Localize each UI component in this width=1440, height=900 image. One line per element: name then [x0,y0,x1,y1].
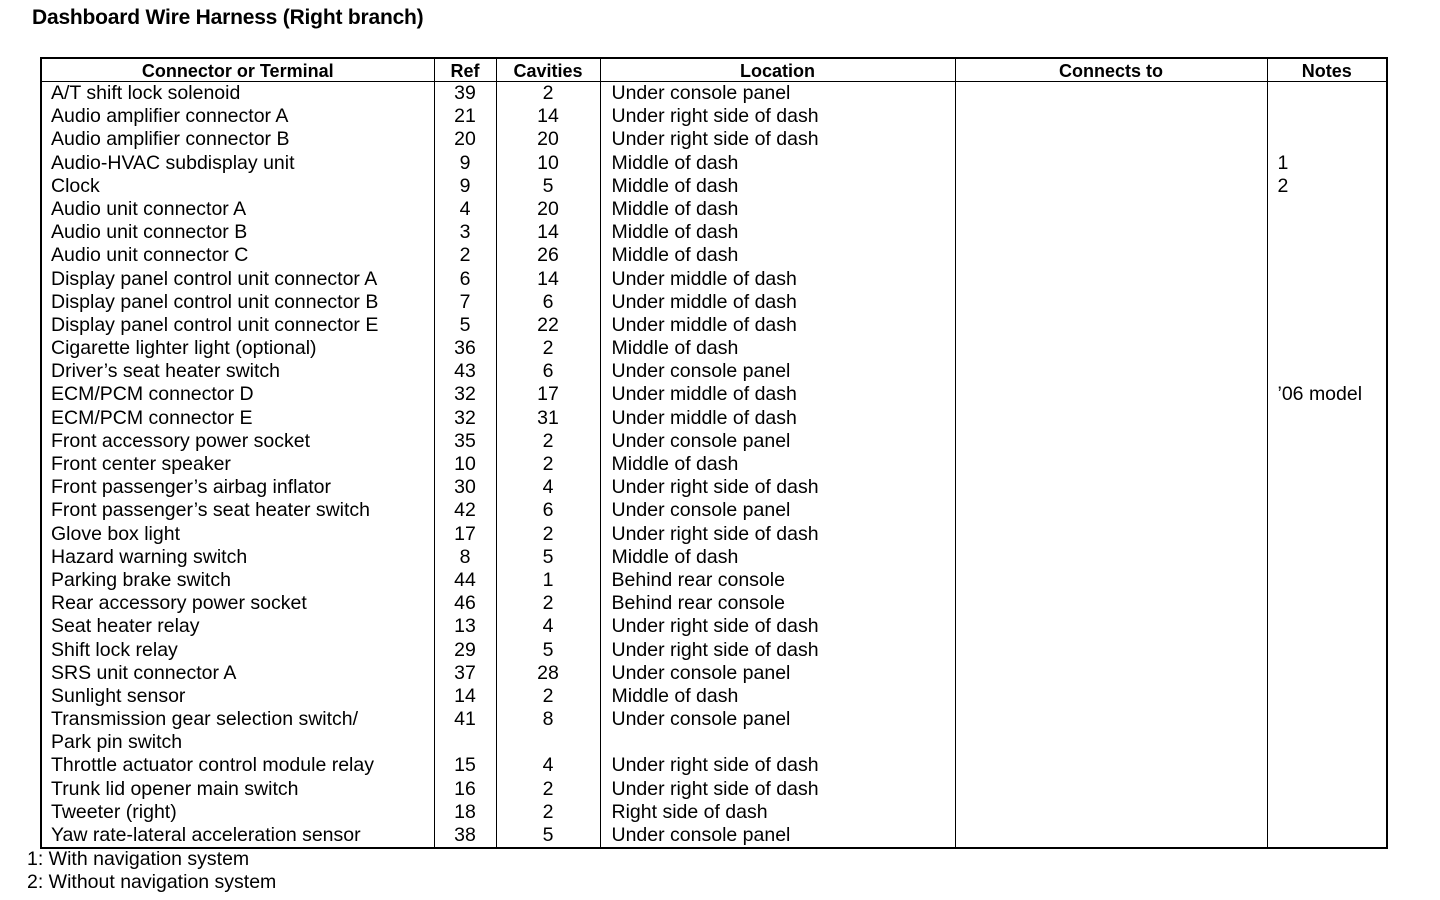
table-row [41,244,1387,267]
cell-cavities: 4 [496,615,600,638]
cell-ref: 41 [434,708,496,731]
cell-location: Under middle of dash [600,407,955,430]
cell-connector: Glove box light [51,522,180,545]
cell-location: Middle of dash [600,198,955,221]
cell-ref: 20 [434,128,496,151]
cell-location: Behind rear console [600,592,955,615]
cell-connects-to [955,407,1267,430]
cell-notes [1267,221,1387,244]
cell-notes [1267,639,1387,662]
cell-connects-to [955,198,1267,221]
footnote-2: 2: Without navigation system [27,871,277,893]
cell-notes [1267,476,1387,499]
table-row [41,639,1387,662]
cell-notes [1267,685,1387,708]
table-row [41,82,1387,106]
table-row [41,383,1387,406]
cell-ref: 18 [434,801,496,824]
cell-location: Under console panel [600,708,955,731]
header-connector: Connector or Terminal [41,58,434,82]
cell-location: Middle of dash [600,337,955,360]
cell-ref: 32 [434,407,496,430]
table-row [41,128,1387,151]
cell-connects-to [955,268,1267,291]
cell-connector: Parking brake switch [51,568,231,591]
cell-ref: 7 [434,291,496,314]
cell-connects-to [955,128,1267,151]
cell-location: Middle of dash [600,453,955,476]
cell-connects-to [955,639,1267,662]
cell-ref: 43 [434,360,496,383]
cell-connector: ECM/PCM connector E [51,406,253,429]
cell-cavities: 5 [496,546,600,569]
cell-location: Under middle of dash [600,383,955,406]
cell-notes [1267,731,1387,754]
table-row [41,569,1387,592]
cell-notes: 2 [1267,175,1387,198]
cell-connects-to [955,476,1267,499]
cell-notes [1267,105,1387,128]
cell-notes [1267,778,1387,801]
cell-location: Under console panel [600,82,955,106]
cell-ref: 15 [434,754,496,777]
cell-cavities: 14 [496,105,600,128]
cell-ref: 46 [434,592,496,615]
table-row [41,221,1387,244]
cell-ref: 42 [434,499,496,522]
cell-location: Under console panel [600,662,955,685]
cell-connects-to [955,569,1267,592]
cell-connector: Front passenger’s airbag inflator [51,476,332,499]
cell-cavities: 10 [496,152,600,175]
cell-ref: 35 [434,430,496,453]
cell-notes [1267,499,1387,522]
cell-connector: Clock [51,174,100,197]
cell-notes [1267,801,1387,824]
cell-cavities: 2 [496,801,600,824]
cell-connects-to [955,708,1267,731]
cell-ref: 32 [434,383,496,406]
cell-connects-to [955,82,1267,106]
cell-notes [1267,662,1387,685]
cell-cavities: 6 [496,499,600,522]
cell-cavities: 2 [496,453,600,476]
cell-ref: 9 [434,152,496,175]
cell-ref: 13 [434,615,496,638]
cell-cavities: 2 [496,337,600,360]
cell-ref: 9 [434,175,496,198]
cell-ref: 4 [434,198,496,221]
table-row [41,708,1387,731]
table-row [41,685,1387,708]
cell-connector: Display panel control unit connector A [51,267,378,290]
page-title: Dashboard Wire Harness (Right branch) [32,6,424,29]
footnote-1: 1: With navigation system [27,848,250,870]
cell-connector: Display panel control unit connector E [51,313,379,336]
harness-table [40,57,1388,849]
cell-notes [1267,430,1387,453]
cell-notes: ’06 model [1267,383,1387,406]
cell-connector: Yaw rate-lateral acceleration sensor [51,824,361,846]
cell-connector: Front accessory power socket [51,429,311,452]
table-row [41,314,1387,337]
header-row [41,58,1387,82]
cell-notes [1267,546,1387,569]
cell-location: Middle of dash [600,685,955,708]
cell-connects-to [955,754,1267,777]
cell-notes [1267,523,1387,546]
cell-connects-to [955,244,1267,267]
cell-location: Under console panel [600,824,955,848]
cell-ref: 38 [434,824,496,848]
table-row [41,523,1387,546]
cell-connector: A/T shift lock solenoid [51,82,241,104]
cell-cavities: 1 [496,569,600,592]
cell-connects-to [955,592,1267,615]
table-row [41,152,1387,175]
cell-cavities: 26 [496,244,600,267]
table-row [41,360,1387,383]
cell-location: Middle of dash [600,221,955,244]
cell-connects-to [955,314,1267,337]
cell-connects-to [955,546,1267,569]
table-row [41,824,1387,848]
cell-cavities: 4 [496,476,600,499]
cell-ref: 29 [434,639,496,662]
cell-connects-to [955,824,1267,848]
cell-connector: ECM/PCM connector D [51,383,254,406]
cell-connects-to [955,731,1267,754]
cell-cavities: 2 [496,82,600,106]
cell-connects-to [955,430,1267,453]
cell-connects-to [955,291,1267,314]
cell-connector: SRS unit connector A [51,661,237,684]
cell-location: Under console panel [600,499,955,522]
cell-location: Under right side of dash [600,476,955,499]
cell-connector: Driver’s seat heater switch [51,360,281,383]
cell-connector: Transmission gear selection switch/ [51,708,359,731]
cell-connects-to [955,360,1267,383]
cell-location: Middle of dash [600,244,955,267]
cell-location: Under middle of dash [600,314,955,337]
table-row [41,499,1387,522]
cell-cavities: 20 [496,198,600,221]
cell-ref [434,731,496,754]
cell-location: Middle of dash [600,546,955,569]
cell-location: Under right side of dash [600,105,955,128]
cell-notes [1267,592,1387,615]
cell-ref: 37 [434,662,496,685]
cell-connects-to [955,685,1267,708]
cell-connects-to [955,337,1267,360]
cell-location: Under middle of dash [600,268,955,291]
header-connects-to: Connects to [955,58,1267,82]
table-row [41,662,1387,685]
cell-connector: Audio unit connector A [51,197,247,220]
cell-location: Under right side of dash [600,778,955,801]
cell-notes [1267,291,1387,314]
cell-connects-to [955,453,1267,476]
cell-cavities: 31 [496,407,600,430]
cell-cavities: 2 [496,592,600,615]
table-row [41,731,1387,754]
cell-connector: Cigarette lighter light (optional) [51,337,317,360]
cell-notes [1267,268,1387,291]
cell-ref: 10 [434,453,496,476]
cell-connects-to [955,152,1267,175]
table-row [41,592,1387,615]
cell-cavities: 28 [496,662,600,685]
table-row [41,476,1387,499]
cell-ref: 2 [434,244,496,267]
cell-connector: Park pin switch [51,731,183,754]
cell-ref: 17 [434,523,496,546]
cell-connector: Audio amplifier connector B [51,128,290,151]
table-row [41,754,1387,777]
cell-cavities: 20 [496,128,600,151]
cell-connects-to [955,801,1267,824]
cell-cavities: 22 [496,314,600,337]
cell-location: Under right side of dash [600,128,955,151]
cell-notes: 1 [1267,152,1387,175]
cell-connector: Audio amplifier connector A [51,105,289,128]
cell-cavities: 5 [496,824,600,848]
cell-location: Under right side of dash [600,615,955,638]
cell-location: Under middle of dash [600,291,955,314]
cell-connector: Tweeter (right) [51,800,177,823]
cell-location: Under right side of dash [600,754,955,777]
table-row [41,268,1387,291]
cell-location: Middle of dash [600,152,955,175]
cell-connects-to [955,662,1267,685]
cell-notes [1267,360,1387,383]
cell-connects-to [955,523,1267,546]
cell-ref: 6 [434,268,496,291]
cell-ref: 16 [434,778,496,801]
cell-cavities: 5 [496,639,600,662]
cell-cavities: 8 [496,708,600,731]
cell-ref: 36 [434,337,496,360]
cell-location [600,731,955,754]
table-row [41,291,1387,314]
cell-cavities: 14 [496,268,600,291]
cell-location: Middle of dash [600,175,955,198]
cell-ref: 21 [434,105,496,128]
cell-ref: 39 [434,82,496,106]
table-row [41,801,1387,824]
cell-cavities: 6 [496,291,600,314]
cell-cavities: 17 [496,383,600,406]
cell-notes [1267,569,1387,592]
cell-notes [1267,128,1387,151]
table-row [41,546,1387,569]
table-row [41,175,1387,198]
cell-location: Under console panel [600,430,955,453]
cell-ref: 3 [434,221,496,244]
table-row [41,337,1387,360]
cell-connector: Front center speaker [51,453,231,475]
cell-cavities: 2 [496,523,600,546]
cell-notes [1267,708,1387,731]
cell-notes [1267,198,1387,221]
cell-connects-to [955,383,1267,406]
cell-cavities: 6 [496,360,600,383]
cell-notes [1267,244,1387,267]
cell-location: Right side of dash [600,801,955,824]
cell-connector: Hazard warning switch [51,545,248,568]
cell-connector: Audio unit connector B [51,221,248,244]
cell-connector: Trunk lid opener main switch [51,777,299,800]
cell-cavities: 2 [496,430,600,453]
cell-location: Behind rear console [600,569,955,592]
cell-notes [1267,407,1387,430]
header-cavities: Cavities [496,58,600,82]
cell-cavities: 2 [496,685,600,708]
header-location: Location [600,58,955,82]
cell-location: Under right side of dash [600,523,955,546]
header-notes: Notes [1267,58,1387,82]
cell-location: Under right side of dash [600,639,955,662]
cell-location: Under console panel [600,360,955,383]
cell-cavities: 14 [496,221,600,244]
cell-cavities: 2 [496,778,600,801]
table-row [41,778,1387,801]
cell-ref: 14 [434,685,496,708]
cell-connector: Sunlight sensor [51,684,186,707]
table-row [41,198,1387,221]
cell-connects-to [955,778,1267,801]
cell-connects-to [955,221,1267,244]
cell-notes [1267,754,1387,777]
cell-ref: 5 [434,314,496,337]
cell-connects-to [955,175,1267,198]
table-row [41,430,1387,453]
cell-ref: 44 [434,569,496,592]
table-row [41,407,1387,430]
cell-notes [1267,314,1387,337]
cell-cavities: 4 [496,754,600,777]
table-row [41,453,1387,476]
cell-connects-to [955,499,1267,522]
cell-connector: Display panel control unit connector B [51,290,379,313]
cell-connector: Audio unit connector C [51,244,249,267]
cell-connector: Front passenger’s seat heater switch [51,499,371,522]
cell-connector: Rear accessory power socket [51,592,307,615]
cell-ref: 30 [434,476,496,499]
table-row [41,615,1387,638]
cell-notes [1267,337,1387,360]
cell-notes [1267,615,1387,638]
cell-notes [1267,453,1387,476]
header-ref: Ref [434,58,496,82]
cell-connector: Shift lock relay [51,638,178,661]
cell-ref: 8 [434,546,496,569]
cell-connects-to [955,615,1267,638]
cell-cavities: 5 [496,175,600,198]
cell-connector: Seat heater relay [51,615,200,638]
cell-connects-to [955,105,1267,128]
cell-connector: Audio-HVAC subdisplay unit [51,151,295,174]
cell-cavities [496,731,600,754]
table-body [41,82,1387,849]
cell-notes [1267,82,1387,106]
table-row [41,105,1387,128]
footnotes [27,848,276,894]
cell-notes [1267,824,1387,848]
cell-connector: Throttle actuator control module relay [51,754,374,777]
